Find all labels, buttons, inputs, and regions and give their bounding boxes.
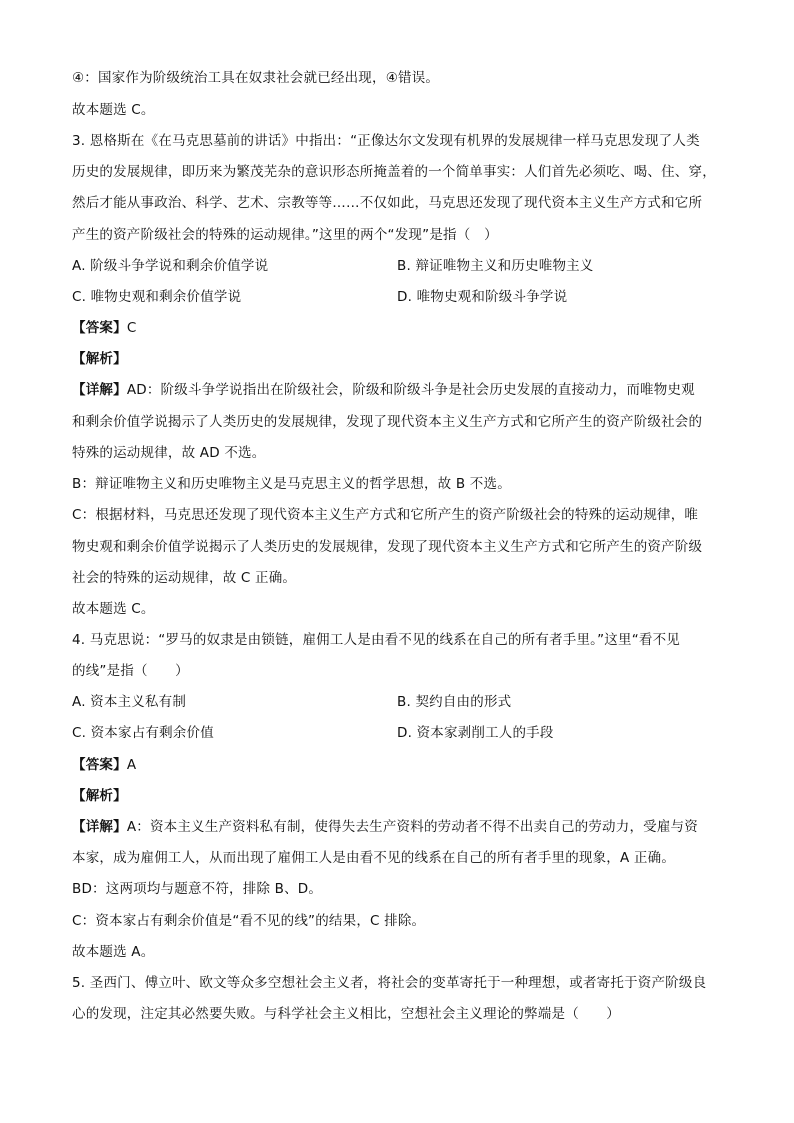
q5-stem-line-2: 心的发现，注定其必然要失败。与科学社会主义相比，空想社会主义理论的弊端是（ ） — [72, 1006, 620, 1022]
q3-option-a: A. 阶级斗争学说和剩余价值学说 — [72, 258, 269, 274]
q4-stem-line-1: 4. 马克思说：“罗马的奴隶是由锁链，雇佣工人是由看不见的线系在自己的所有者手里。”这里“看不见 — [72, 632, 681, 648]
q3-detail-line-3: 特殊的运动规律，故 AD 不选。 — [72, 445, 266, 461]
q3-answer-value: C — [126, 320, 137, 336]
q3-detail-line-6: 物史观和剩余价值学说揭示了人类历史的发展规律，发现了现代资本主义生产方式和它所产生的资产阶级 — [72, 539, 703, 555]
q5-stem-line-1: 5. 圣西门、傅立叶、欧文等众多空想社会主义者，将社会的变革寄托于一种理想，或者寄托于资产阶级良 — [72, 975, 707, 991]
q3-detail-line-1 — [72, 380, 732, 400]
q4-answer-label: 【答案】 — [72, 757, 127, 773]
q3-analysis-label-text: 【解析】 — [72, 351, 127, 367]
q3-stem-line-4: 产生的资产阶级社会的特殊的运动规律。”这里的两个“发现”是指（ ） — [72, 227, 498, 243]
q4-detail-label: 【详解】 — [72, 819, 127, 835]
q4-detail-line-3: BD：这两项均与题意不符，排除 B、D。 — [72, 881, 323, 897]
q3-detail-line-5: C：根据材料，马克思还发现了现代资本主义生产方式和它所产生的资产阶级社会的特殊的运动规律，唯 — [72, 507, 699, 523]
q4-detail-line-4: C：资本家占有剩余价值是“看不见的线”的结果，C 排除。 — [72, 913, 426, 929]
q4-detail-text-1: A：资本主义生产资料私有制，使得失去生产资料的劳动者不得不出卖自己的劳动力，受雇与资 — [126, 819, 698, 835]
q3-option-d: D. 唯物史观和阶级斗争学说 — [397, 289, 568, 305]
q3-stem-line-1: 3. 恩格斯在《在马克思墓前的讲话》中指出：“正像达尔文发现有机界的发展规律一样马克思发现了人类 — [72, 133, 700, 149]
q4-conclusion: 故本题选 A。 — [72, 944, 155, 960]
q3-detail-line-2: 和剩余价值学说揭示了人类历史的发展规律，发现了现代资本主义生产方式和它所产生的资产阶级社会的 — [72, 414, 703, 430]
q4-answer-value: A — [126, 757, 137, 773]
q3-stem-line-3: 然后才能从事政治、科学、艺术、宗教等等……不仅如此，马克思还发现了现代资本主义生产方式和它所 — [72, 195, 703, 211]
q3-detail-label: 【详解】 — [72, 382, 127, 398]
q3-conclusion: 故本题选 C。 — [72, 601, 155, 617]
q4-option-a: A. 资本主义私有制 — [72, 694, 187, 710]
prev-point-4: ④：国家作为阶级统治工具在奴隶社会就已经出现，④错误。 — [72, 70, 440, 86]
prev-conclusion: 故本题选 C。 — [72, 102, 155, 118]
q3-detail-line-7: 社会的特殊的运动规律，故 C 正确。 — [72, 570, 297, 586]
q4-detail-line-2: 本家，成为雇佣工人，从而出现了雇佣工人是由看不见的线系在自己的所有者手里的现象，A 正确。 — [72, 850, 676, 866]
q3-answer-label: 【答案】 — [72, 320, 127, 336]
q4-analysis-label-text: 【解析】 — [72, 788, 127, 804]
q3-detail-text-1: AD：阶级斗争学说指出在阶级社会，阶级和阶级斗争是社会历史发展的直接动力，而唯物史观 — [126, 382, 695, 398]
q3-option-b: B. 辩证唯物主义和历史唯物主义 — [397, 258, 594, 274]
q4-analysis-label — [72, 786, 732, 806]
q3-answer-line — [72, 318, 732, 338]
q4-stem-line-2: 的线”是指（ ） — [72, 663, 189, 679]
q3-analysis-label — [72, 349, 732, 369]
q4-option-b: B. 契约自由的形式 — [397, 694, 512, 710]
q3-option-c: C. 唯物史观和剩余价值学说 — [72, 289, 242, 305]
q4-option-c: C. 资本家占有剩余价值 — [72, 725, 214, 741]
q4-detail-line-1 — [72, 817, 732, 837]
q4-answer-line — [72, 755, 732, 775]
q4-option-d: D. 资本家剥削工人的手段 — [397, 725, 554, 741]
q3-detail-line-4: B：辩证唯物主义和历史唯物主义是马克思主义的哲学思想，故 B 不选。 — [72, 476, 511, 492]
q3-stem-line-2: 历史的发展规律，即历来为繁茂芜杂的意识形态所掩盖着的一个简单事实：人们首先必须吃、喝、住、穿， — [72, 164, 716, 180]
